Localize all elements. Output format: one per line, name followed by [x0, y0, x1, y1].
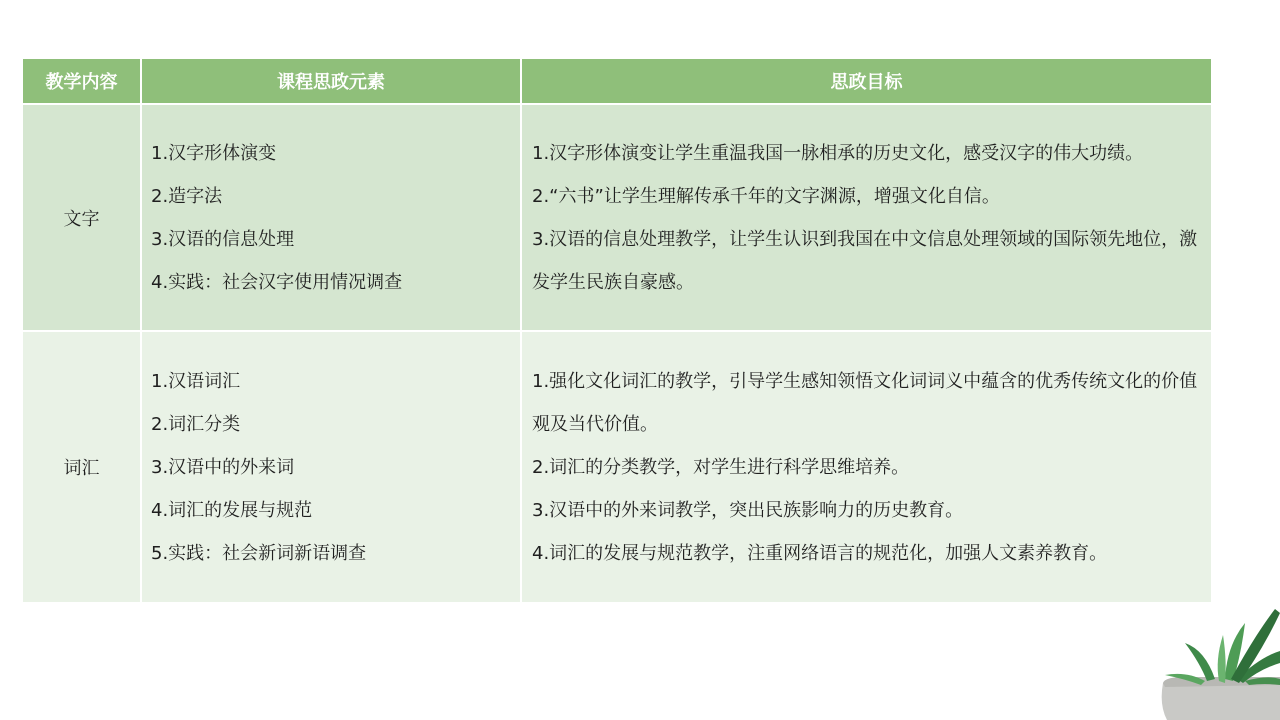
goals-cell: [521, 104, 1212, 331]
table-row: [22, 331, 1212, 603]
list-item: 3.汉语的信息处理: [151, 228, 295, 250]
topic-cell: 文字: [22, 104, 141, 331]
potted-plant-icon: [1145, 605, 1280, 720]
goals-list: [532, 360, 1205, 575]
elements-list: [151, 132, 520, 304]
list-item: 2.“六书”让学生理解传承千年的文字渊源，增强文化自信。: [532, 185, 1000, 207]
list-item: 1.汉字形体演变: [151, 142, 277, 164]
goals-cell: [521, 331, 1212, 603]
table-row: [22, 104, 1212, 331]
list-item: 2.词汇的分类教学，对学生进行科学思维培养。: [532, 456, 910, 478]
header-ideological-goals: 思政目标: [521, 58, 1212, 104]
list-item: 3.汉语的信息处理教学，让学生认识到我国在中文信息处理领域的国际领先地位，激发学生民族自豪感。: [532, 228, 1198, 293]
curriculum-table: [21, 57, 1213, 604]
list-item: 1.强化文化词汇的教学，引导学生感知领悟文化词词义中蕴含的优秀传统文化的价值观及当代价值。: [532, 370, 1198, 435]
elements-cell: [141, 331, 521, 603]
header-teaching-content: 教学内容: [22, 58, 141, 104]
list-item: 4.词汇的发展与规范: [151, 499, 313, 521]
elements-list: [151, 360, 520, 575]
list-item: 3.汉语中的外来词: [151, 456, 295, 478]
list-item: 1.汉语词汇: [151, 370, 241, 392]
list-item: 2.词汇分类: [151, 413, 241, 435]
list-item: 3.汉语中的外来词教学，突出民族影响力的历史教育。: [532, 499, 964, 521]
list-item: 5.实践：社会新词新语调查: [151, 542, 367, 564]
table-header-row: [22, 58, 1212, 104]
topic-cell: 词汇: [22, 331, 141, 603]
list-item: 4.实践：社会汉字使用情况调查: [151, 271, 403, 293]
goals-list: [532, 132, 1205, 304]
list-item: 4.词汇的发展与规范教学，注重网络语言的规范化，加强人文素养教育。: [532, 542, 1108, 564]
header-ideological-elements: 课程思政元素: [141, 58, 521, 104]
list-item: 1.汉字形体演变让学生重温我国一脉相承的历史文化，感受汉字的伟大功绩。: [532, 142, 1144, 164]
list-item: 2.造字法: [151, 185, 223, 207]
elements-cell: [141, 104, 521, 331]
